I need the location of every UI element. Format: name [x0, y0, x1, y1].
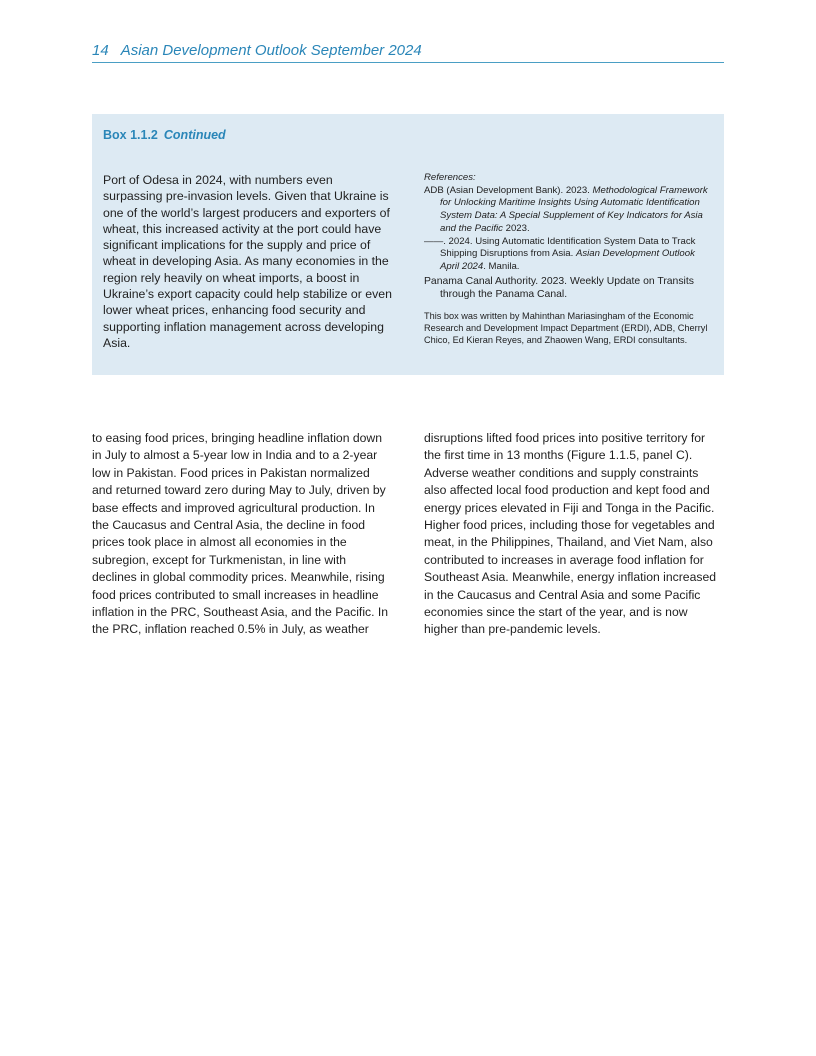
box-label: Box 1.1.2 [103, 128, 158, 142]
reference-item: ——. 2024. Using Automatic Identification System Data to Track Shipping Disruptions from Asia. Asian Development Outlook April 2024. Manila. [424, 235, 696, 272]
box-panel [92, 114, 724, 375]
box-continued-label: Continued [163, 128, 226, 142]
page-number: 14 [92, 42, 109, 59]
box-title [103, 128, 226, 142]
publication-title: Asian Development Outlook September 2024 [120, 42, 422, 59]
box-references [424, 172, 714, 347]
box-author-note: This box was written by Mahinthan Mariasingham of the Economic Research and Development Impact Department (ERDI), ADB, Cherryl Chico, Ed Kieran Reyes, and Zhaowen Wang, ERDI consultants. [424, 310, 708, 346]
box-body-text: Port of Odesa in 2024, with numbers even surpassing pre-invasion levels. Given that Ukraine is one of the world’s largest producers and exporters of wheat, this increased activity at the port could have significant implications for the supply and price of wheat in developing Asia. As many economies in the region rely heavily on wheat imports, a boost in Ukraine’s export capacity could help stabilize or even lower wheat prices, enhancing food security and supporting inflation management across developing Asia. [103, 173, 392, 350]
body-column-right: disruptions lifted food prices into positive territory for the first time in 13 months (Figure 1.1.5, panel C). Adverse weather conditions and supply constraints also affected local food production and kept food and energy prices elevated in Fiji and Tonga in the Pacific. Higher food prices, including those for vegetables and meat, in the Philippines, Thailand, and Viet Nam, also contributed to increases in average food inflation for Southeast Asia. Meanwhile, energy inflation increased in the Caucasus and Central Asia and some Pacific economies since the start of the year, and is now higher than pre-pandemic levels. [424, 431, 716, 637]
reference-item: ADB (Asian Development Bank). 2023. Methodological Framework for Unlocking Maritime Insights Using Automatic Identification System Data: A Special Supplement of Key Indicators for Asia and the Pacific 2023. [424, 184, 708, 234]
reference-item: Panama Canal Authority. 2023. Weekly Update on Transits through the Panama Canal. [424, 275, 694, 301]
references-label: References: [424, 172, 476, 183]
body-column-left: to easing food prices, bringing headline inflation down in July to almost a 5-year low in India and to a 2-year low in Pakistan. Food prices in Pakistan normalized and returned toward zero during May to July, driven by base effects and improved agricultural production. In the Caucasus and Central Asia, the decline in food prices took place in almost all economies in the subregion, except for Turkmenistan, in line with declines in global commodity prices. Meanwhile, rising food prices contributed to small increases in headline inflation in the PRC, Southeast Asia, and the Pacific. In the PRC, inflation reached 0.5% in July, as weather [92, 431, 389, 637]
running-header [92, 40, 724, 63]
